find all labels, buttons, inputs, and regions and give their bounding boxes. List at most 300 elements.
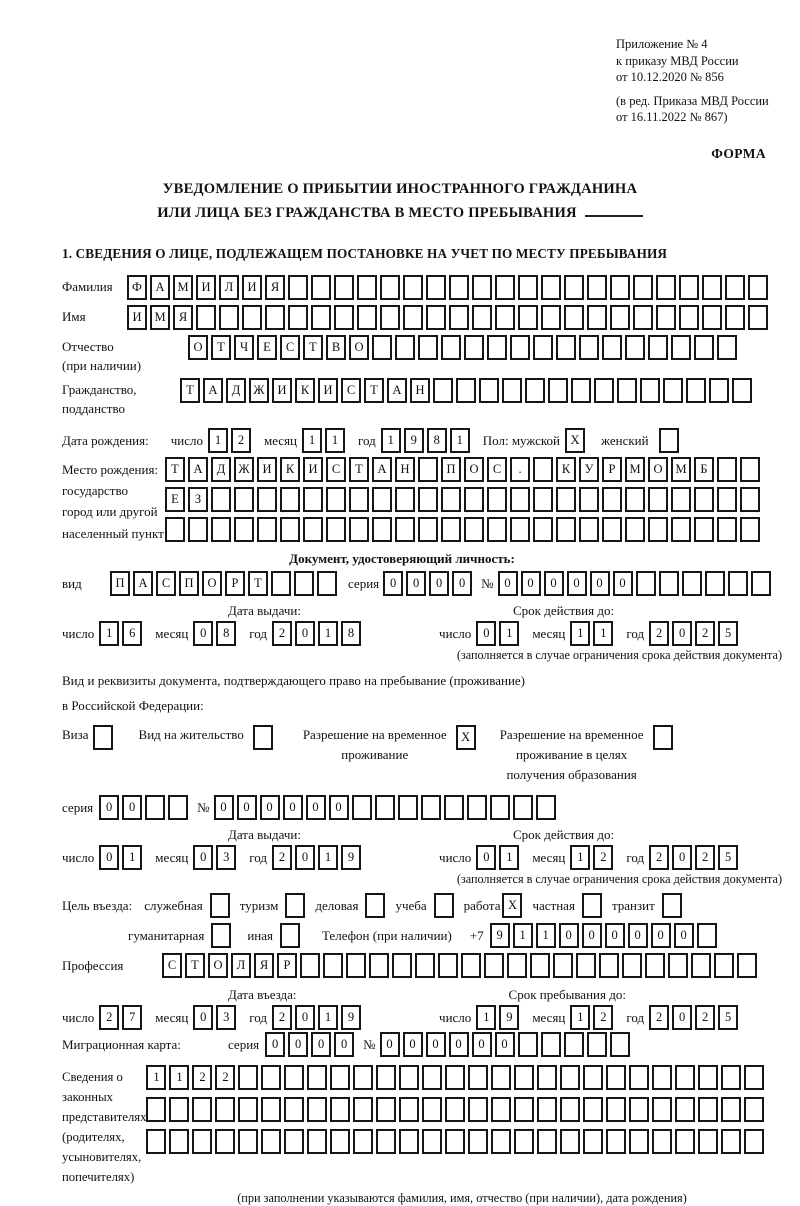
char-cell: 0	[472, 1032, 492, 1057]
char-cell	[399, 1065, 419, 1090]
char-cell: 2	[215, 1065, 235, 1090]
char-cell	[564, 275, 584, 300]
char-cell: С	[487, 457, 507, 482]
char-cell	[352, 795, 372, 820]
char-cell: 1	[318, 1005, 338, 1030]
char-cell	[606, 1097, 626, 1122]
char-cell	[334, 305, 354, 330]
residence-series-row	[62, 795, 786, 820]
char-cell: 1	[146, 1065, 166, 1090]
char-cell: О	[208, 953, 228, 978]
char-cell	[472, 275, 492, 300]
char-cell	[444, 795, 464, 820]
purpose-row1	[62, 893, 786, 918]
char-cell: 1	[593, 621, 613, 646]
char-cell	[652, 1065, 672, 1090]
char-cell	[468, 1065, 488, 1090]
char-cell	[487, 335, 507, 360]
char-cell: Т	[180, 378, 200, 403]
char-cell: 0	[495, 1032, 515, 1057]
month-label: месяц	[532, 625, 566, 641]
char-cell: Р	[225, 571, 245, 596]
char-cell	[257, 487, 277, 512]
profession-cells	[162, 953, 760, 978]
humanitarian-checkbox	[211, 923, 231, 948]
surname-label: Фамилия	[62, 279, 113, 294]
char-cell: М	[671, 457, 691, 482]
char-cell	[502, 378, 522, 403]
other-checkbox	[280, 923, 300, 948]
char-cell: 0	[521, 571, 541, 596]
char-cell	[717, 335, 737, 360]
char-cell: 0	[383, 571, 403, 596]
char-cell	[694, 487, 714, 512]
birth-place-row1	[165, 457, 763, 482]
char-cell: 2	[695, 1005, 715, 1030]
char-cell	[146, 1129, 166, 1154]
char-cell	[326, 517, 346, 542]
char-cell: 0	[672, 1005, 692, 1030]
char-cell: 2	[649, 845, 669, 870]
char-cell	[192, 1097, 212, 1122]
valid-month-cells	[570, 621, 616, 646]
char-cell: И	[257, 457, 277, 482]
char-cell: 1	[570, 1005, 590, 1030]
char-cell	[146, 1097, 166, 1122]
char-cell	[307, 1065, 327, 1090]
char-cell	[403, 305, 423, 330]
char-cell	[583, 1065, 603, 1090]
option-residence-permit: Вид на жительство	[139, 725, 273, 750]
char-cell: 9	[404, 428, 424, 453]
char-cell: 0	[295, 1005, 315, 1030]
char-cell	[357, 275, 377, 300]
header-amendment-line: от 16.11.2022 № 867)	[616, 110, 728, 124]
representatives-row2	[146, 1097, 767, 1122]
entry-month-cells	[193, 1005, 239, 1030]
char-cell	[541, 275, 561, 300]
sex-female-label: женский	[601, 432, 649, 448]
char-cell: 5	[718, 621, 738, 646]
title-underline	[585, 201, 643, 217]
char-cell	[725, 275, 745, 300]
number-label: №	[363, 1036, 376, 1052]
stay-until-date	[439, 1005, 741, 1030]
day-label: число	[439, 1009, 472, 1025]
stay-until-header: Срок пребывания до:	[508, 987, 626, 1003]
char-cell: 0	[122, 795, 142, 820]
month-label: месяц	[155, 625, 189, 641]
char-cell	[372, 517, 392, 542]
char-cell: 2	[272, 845, 292, 870]
char-cell	[399, 1097, 419, 1122]
sex-male-label: Пол: мужской	[482, 432, 561, 448]
char-cell: 0	[283, 795, 303, 820]
char-cell: 0	[403, 1032, 423, 1057]
char-cell: Я	[254, 953, 274, 978]
valid-day-cells	[476, 845, 522, 870]
char-cell	[560, 1129, 580, 1154]
birth-place-row3	[165, 517, 763, 542]
issue-year-cells	[272, 845, 364, 870]
stay-day-cells	[476, 1005, 522, 1030]
business-checkbox	[365, 893, 385, 918]
char-cell: Ч	[234, 335, 254, 360]
char-cell	[571, 378, 591, 403]
char-cell: К	[295, 378, 315, 403]
char-cell: 1	[499, 621, 519, 646]
char-cell: 0	[590, 571, 610, 596]
identity-dates-row	[62, 621, 786, 646]
char-cell	[694, 517, 714, 542]
purpose-transit: транзит	[612, 893, 682, 918]
char-cell	[510, 335, 530, 360]
char-cell	[587, 1032, 607, 1057]
char-cell: Ж	[249, 378, 269, 403]
char-cell: 0	[380, 1032, 400, 1057]
char-cell	[491, 1065, 511, 1090]
entry-date-headers	[62, 987, 786, 1003]
birth-place-cells	[165, 457, 763, 547]
representatives-row3	[146, 1129, 767, 1154]
patronymic-label: Отчество (при наличии)	[62, 339, 142, 373]
char-cell	[533, 517, 553, 542]
char-cell: 0	[214, 795, 234, 820]
char-cell	[645, 953, 665, 978]
name-label: Имя	[62, 309, 86, 324]
char-cell	[698, 1097, 718, 1122]
char-cell: И	[196, 275, 216, 300]
residence-permit-checkbox	[253, 725, 273, 750]
char-cell	[751, 571, 771, 596]
char-cell	[215, 1097, 235, 1122]
char-cell: 2	[593, 1005, 613, 1030]
char-cell	[234, 517, 254, 542]
surname-cells	[127, 275, 771, 300]
issue-day-cells	[99, 621, 145, 646]
char-cell: К	[556, 457, 576, 482]
char-cell: 0	[193, 1005, 213, 1030]
purpose-label: Цель въезда:	[62, 897, 133, 913]
char-cell	[679, 275, 699, 300]
char-cell	[456, 378, 476, 403]
char-cell	[721, 1097, 741, 1122]
char-cell: .	[510, 457, 530, 482]
patronymic-cells	[188, 335, 740, 360]
year-label: год	[249, 849, 268, 865]
char-cell: Е	[165, 487, 185, 512]
char-cell: 0	[544, 571, 564, 596]
char-cell	[330, 1065, 350, 1090]
char-cell	[418, 457, 438, 482]
char-cell	[625, 335, 645, 360]
char-cell	[284, 1097, 304, 1122]
section1-heading: 1. СВЕДЕНИЯ О ЛИЦЕ, ПОДЛЕЖАЩЕМ ПОСТАНОВКЕ НА УЧЕТ ПО МЕСТУ ПРЕБЫВАНИЯ	[62, 246, 668, 261]
migration-series-cells	[265, 1032, 357, 1057]
char-cell	[636, 571, 656, 596]
entry-date	[62, 1005, 364, 1030]
header-reference	[616, 36, 769, 126]
char-cell: И	[318, 378, 338, 403]
identity-doc-heading: Документ, удостоверяющий личность:	[289, 551, 515, 567]
char-cell	[418, 335, 438, 360]
char-cell	[702, 275, 722, 300]
char-cell: Л	[219, 275, 239, 300]
char-cell: О	[349, 335, 369, 360]
entry-year-cells	[272, 1005, 364, 1030]
birth-year-cells	[381, 428, 473, 453]
char-cell	[656, 275, 676, 300]
profession-row	[62, 953, 786, 978]
char-cell	[288, 305, 308, 330]
study-checkbox	[434, 893, 454, 918]
char-cell: 0	[582, 923, 602, 948]
char-cell	[652, 1129, 672, 1154]
char-cell	[145, 795, 165, 820]
char-cell: Н	[395, 457, 415, 482]
char-cell	[556, 487, 576, 512]
char-cell: 1	[499, 845, 519, 870]
char-cell	[284, 1129, 304, 1154]
purpose-private: частная	[532, 893, 601, 918]
char-cell: С	[326, 457, 346, 482]
representatives-block	[62, 1065, 786, 1187]
char-cell	[691, 953, 711, 978]
char-cell	[491, 1097, 511, 1122]
char-cell: 0	[295, 621, 315, 646]
char-cell	[415, 953, 435, 978]
char-cell: А	[150, 275, 170, 300]
char-cell	[652, 1097, 672, 1122]
char-cell	[610, 305, 630, 330]
char-cell	[744, 1097, 764, 1122]
char-cell	[648, 335, 668, 360]
char-cell	[421, 795, 441, 820]
char-cell	[395, 487, 415, 512]
char-cell: 9	[341, 845, 361, 870]
name-row	[62, 305, 786, 330]
series-label: серия	[228, 1036, 260, 1052]
char-cell	[271, 571, 291, 596]
residence-number-cells	[214, 795, 559, 820]
char-cell	[238, 1065, 258, 1090]
char-cell	[629, 1129, 649, 1154]
char-cell: 6	[122, 621, 142, 646]
char-cell	[392, 953, 412, 978]
char-cell	[395, 335, 415, 360]
purpose-study: учеба	[395, 893, 453, 918]
residence-dates-row	[62, 845, 786, 870]
char-cell	[594, 378, 614, 403]
char-cell: 1	[318, 621, 338, 646]
char-cell: Я	[265, 275, 285, 300]
official-checkbox	[210, 893, 230, 918]
char-cell	[242, 305, 262, 330]
char-cell	[491, 1129, 511, 1154]
char-cell: Т	[248, 571, 268, 596]
char-cell	[441, 335, 461, 360]
validity-note: (заполняется в случае ограничения срока действия документа)	[456, 648, 782, 663]
tourism-checkbox	[285, 893, 305, 918]
birth-month-cells	[302, 428, 348, 453]
char-cell: 2	[192, 1065, 212, 1090]
char-cell: 0	[265, 1032, 285, 1057]
char-cell	[698, 1129, 718, 1154]
char-cell	[192, 1129, 212, 1154]
form-title-line2: ИЛИ ЛИЦА БЕЗ ГРАЖДАНСТВА В МЕСТО ПРЕБЫВАНИЯ	[0, 201, 800, 225]
char-cell: Ф	[127, 275, 147, 300]
char-cell: 1	[302, 428, 322, 453]
char-cell	[510, 517, 530, 542]
char-cell	[602, 517, 622, 542]
char-cell: П	[179, 571, 199, 596]
char-cell	[422, 1065, 442, 1090]
char-cell	[484, 953, 504, 978]
birth-date-row	[62, 428, 786, 453]
char-cell: 0	[306, 795, 326, 820]
char-cell: 0	[605, 923, 625, 948]
char-cell	[740, 457, 760, 482]
char-cell	[629, 1065, 649, 1090]
month-label: месяц	[155, 1009, 189, 1025]
char-cell	[168, 795, 188, 820]
migration-card-label: Миграционная карта:	[62, 1036, 181, 1052]
month-label: месяц	[263, 432, 298, 448]
year-label: год	[626, 849, 645, 865]
char-cell	[346, 953, 366, 978]
valid-month-cells	[570, 845, 616, 870]
header-line: к приказу МВД России	[616, 53, 739, 68]
char-cell	[490, 795, 510, 820]
char-cell	[556, 335, 576, 360]
forma-label: ФОРМА	[711, 146, 766, 161]
char-cell	[748, 275, 768, 300]
char-cell	[487, 487, 507, 512]
char-cell	[376, 1129, 396, 1154]
char-cell	[583, 1129, 603, 1154]
char-cell	[238, 1097, 258, 1122]
char-cell: 0	[426, 1032, 446, 1057]
day-label: число	[62, 1009, 95, 1025]
char-cell: А	[203, 378, 223, 403]
citizenship-row	[62, 378, 786, 419]
char-cell	[280, 487, 300, 512]
char-cell: Т	[349, 457, 369, 482]
char-cell: 1	[122, 845, 142, 870]
year-label: год	[249, 1009, 268, 1025]
char-cell	[633, 275, 653, 300]
phone-prefix: +7	[469, 927, 484, 943]
char-cell: 2	[695, 621, 715, 646]
citizenship-cells	[180, 378, 755, 403]
char-cell	[399, 1129, 419, 1154]
char-cell	[467, 795, 487, 820]
char-cell: 9	[490, 923, 510, 948]
patronymic-row	[62, 335, 786, 376]
representatives-cells	[146, 1065, 767, 1187]
phone-cells	[490, 923, 720, 948]
char-cell	[307, 1097, 327, 1122]
char-cell: 1	[169, 1065, 189, 1090]
char-cell	[380, 305, 400, 330]
char-cell	[257, 517, 277, 542]
char-cell	[629, 1097, 649, 1122]
char-cell	[330, 1129, 350, 1154]
identity-date-headers	[62, 603, 786, 619]
char-cell	[533, 487, 553, 512]
option-temp-residence-education: Разрешение на временное проживание в целях получения образования	[500, 725, 673, 785]
char-cell	[265, 305, 285, 330]
char-cell: О	[464, 457, 484, 482]
char-cell	[307, 1129, 327, 1154]
char-cell	[196, 305, 216, 330]
char-cell: 1	[381, 428, 401, 453]
header-line: Приложение № 4	[616, 37, 708, 51]
year-label: год	[626, 1009, 645, 1025]
char-cell: Р	[602, 457, 622, 482]
char-cell	[300, 953, 320, 978]
char-cell: Л	[231, 953, 251, 978]
char-cell	[744, 1065, 764, 1090]
char-cell	[311, 305, 331, 330]
char-cell	[169, 1129, 189, 1154]
char-cell	[671, 335, 691, 360]
char-cell: 3	[216, 1005, 236, 1030]
issue-month-cells	[193, 621, 239, 646]
char-cell	[602, 335, 622, 360]
valid-year-cells	[649, 621, 741, 646]
option-visa: Виза	[62, 725, 113, 750]
migration-card-row	[62, 1032, 786, 1057]
char-cell: О	[648, 457, 668, 482]
day-label: число	[439, 625, 472, 641]
char-cell	[349, 487, 369, 512]
valid-year-cells	[649, 845, 741, 870]
char-cell: 9	[341, 1005, 361, 1030]
char-cell	[625, 517, 645, 542]
char-cell: 0	[295, 845, 315, 870]
char-cell	[625, 487, 645, 512]
form-title-line1: УВЕДОМЛЕНИЕ О ПРИБЫТИИ ИНОСТРАННОГО ГРАЖДАНИНА	[162, 181, 638, 197]
purpose-humanitarian: гуманитарная	[128, 923, 231, 948]
char-cell: 1	[536, 923, 556, 948]
issue-year-cells	[272, 621, 364, 646]
char-cell: 0	[476, 621, 496, 646]
char-cell: 0	[329, 795, 349, 820]
char-cell: А	[387, 378, 407, 403]
char-cell: А	[372, 457, 392, 482]
char-cell: 2	[272, 1005, 292, 1030]
char-cell: 0	[288, 1032, 308, 1057]
char-cell: Т	[364, 378, 384, 403]
char-cell	[668, 953, 688, 978]
entry-dates-row	[62, 1005, 786, 1030]
char-cell	[599, 953, 619, 978]
year-label: год	[626, 625, 645, 641]
char-cell	[675, 1097, 695, 1122]
char-cell: 0	[559, 923, 579, 948]
char-cell: Р	[277, 953, 297, 978]
char-cell	[211, 487, 231, 512]
char-cell: Т	[185, 953, 205, 978]
char-cell	[464, 517, 484, 542]
char-cell	[697, 923, 717, 948]
char-cell	[648, 487, 668, 512]
char-cell: 2	[231, 428, 251, 453]
sex-male-checkbox: X	[565, 428, 585, 453]
char-cell	[323, 953, 343, 978]
char-cell	[422, 1129, 442, 1154]
